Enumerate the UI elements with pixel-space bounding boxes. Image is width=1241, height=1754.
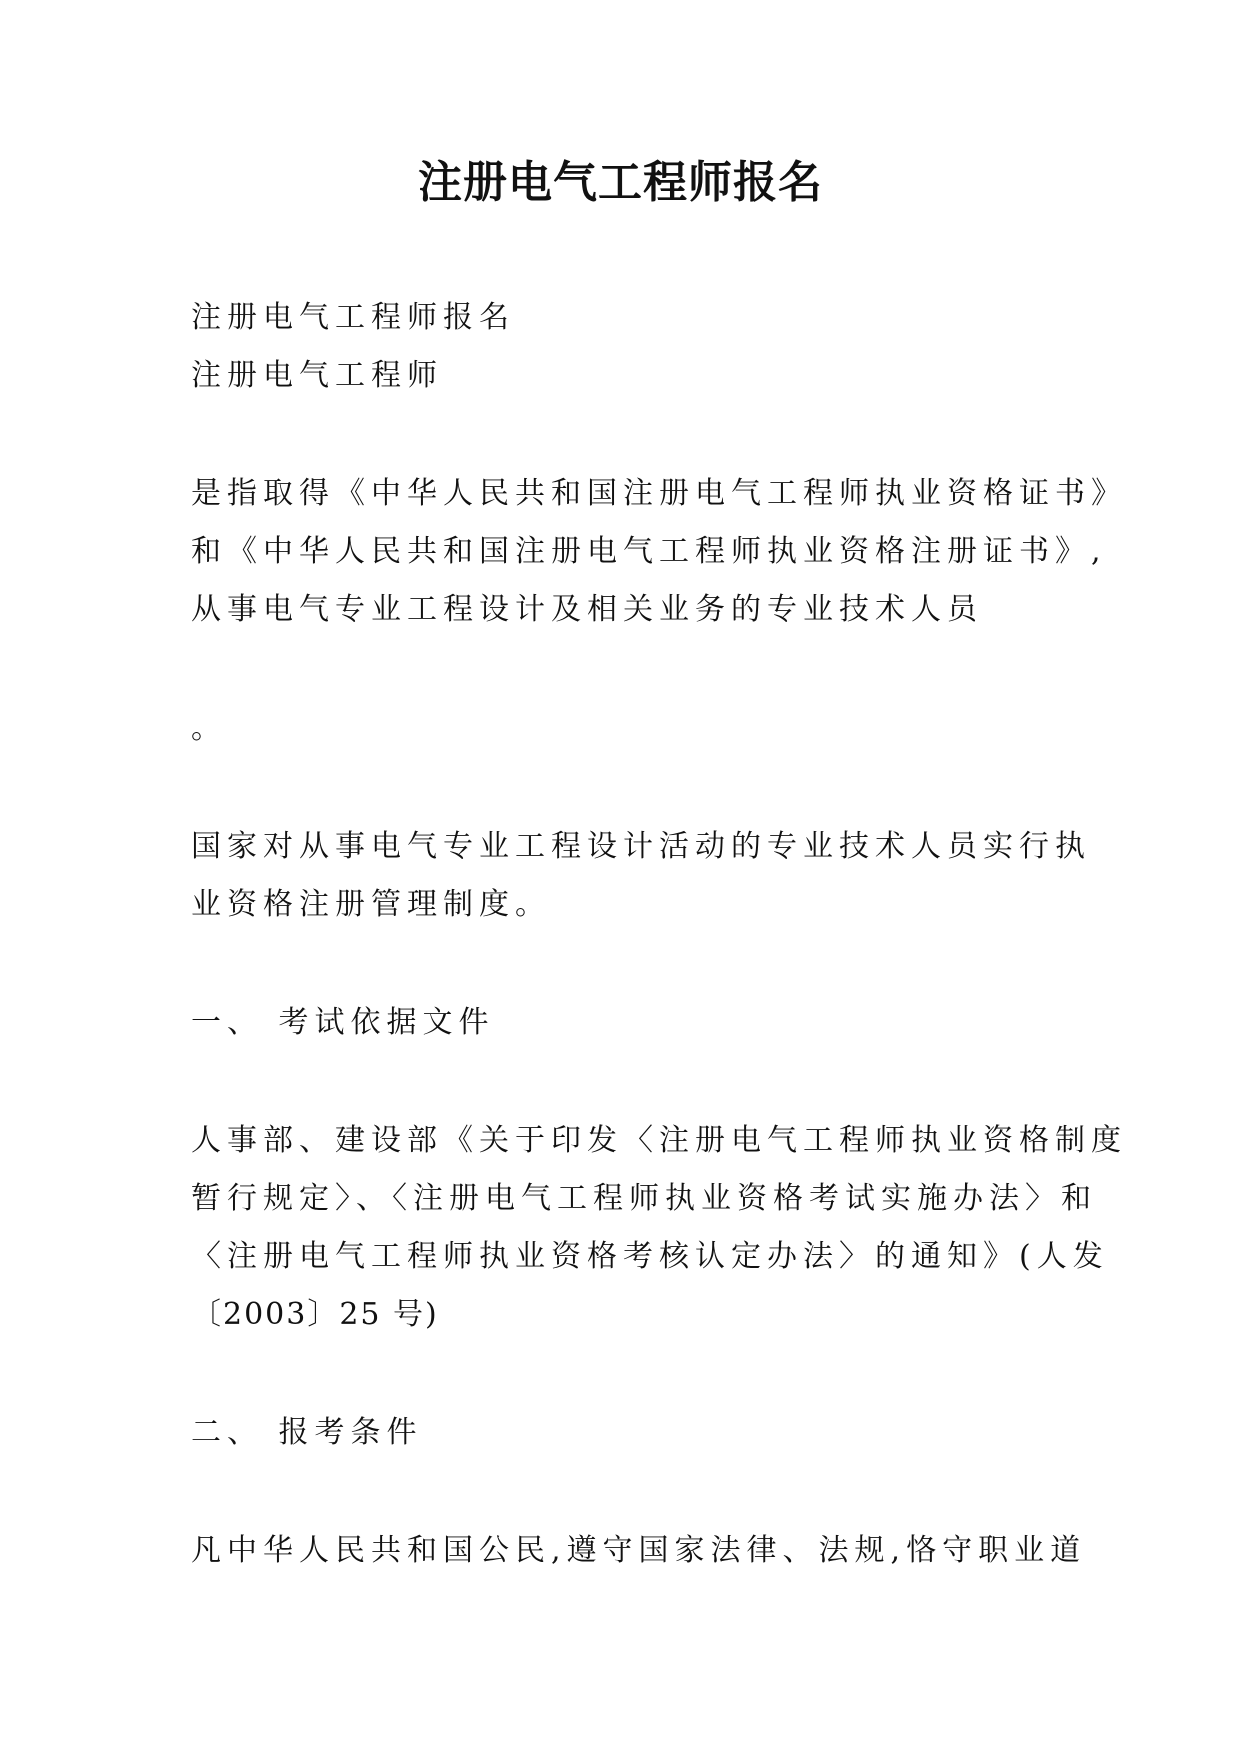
text-line: 暂行规定〉、〈注册电气工程师执业资格考试实施办法〉和 bbox=[191, 1181, 1097, 1216]
text-line: 和《中华人民共和国注册电气工程师执业资格注册证书》, bbox=[191, 534, 1107, 569]
text-line: 。 bbox=[191, 711, 227, 746]
text-line: 凡中华人民共和国公民,遵守国家法律、法规,恪守职业道 bbox=[191, 1533, 1087, 1568]
text-line: 人事部、建设部《关于印发〈注册电气工程师执业资格制度 bbox=[191, 1123, 1127, 1158]
text-line: 注册电气工程师 bbox=[191, 358, 443, 393]
text-line: 〈注册电气工程师执业资格考核认定办法〉的通知》(人发 bbox=[191, 1239, 1109, 1274]
text-line: 是指取得《中华人民共和国注册电气工程师执业资格证书》 bbox=[191, 476, 1127, 511]
text-line: 业资格注册管理制度。 bbox=[191, 887, 551, 922]
text-line: 国家对从事电气专业工程设计活动的专业技术人员实行执 bbox=[191, 829, 1091, 864]
text-line: 注册电气工程师报名 bbox=[191, 300, 515, 335]
section-heading: 二、 报考条件 bbox=[191, 1415, 423, 1450]
section-heading: 一、 考试依据文件 bbox=[191, 1005, 495, 1040]
document-title: 注册电气工程师报名 bbox=[418, 157, 823, 208]
text-line: 从事电气专业工程设计及相关业务的专业技术人员 bbox=[191, 592, 983, 627]
text-line: 〔2003〕25 号) bbox=[191, 1297, 439, 1332]
